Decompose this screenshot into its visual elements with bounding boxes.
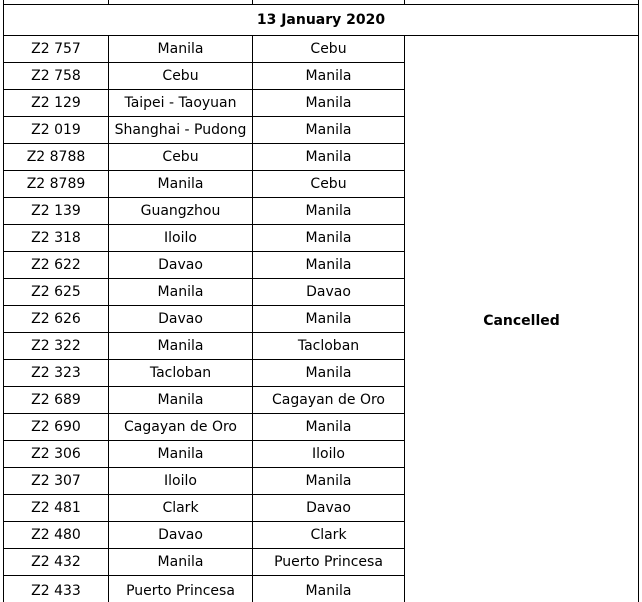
origin-cell: Davao [109, 252, 253, 279]
destination-cell: Cagayan de Oro [253, 387, 405, 414]
origin-cell: Shanghai - Pudong [109, 117, 253, 144]
flight-number-cell: Z2 8788 [4, 144, 109, 171]
origin-cell: Iloilo [109, 225, 253, 252]
origin-cell: Cagayan de Oro [109, 414, 253, 441]
flight-number-cell: Z2 323 [4, 360, 109, 387]
flight-number-cell: Z2 318 [4, 225, 109, 252]
origin-cell: Manila [109, 441, 253, 468]
flight-number-cell: Z2 626 [4, 306, 109, 333]
destination-cell: Iloilo [253, 441, 405, 468]
origin-cell: Manila [109, 171, 253, 198]
destination-cell: Manila [253, 252, 405, 279]
origin-cell: Manila [109, 333, 253, 360]
flight-number-cell: Z2 433 [4, 576, 109, 602]
destination-cell: Manila [253, 117, 405, 144]
flight-number-cell: Z2 481 [4, 495, 109, 522]
origin-cell: Manila [109, 36, 253, 63]
origin-cell: Guangzhou [109, 198, 253, 225]
destination-cell: Cebu [253, 171, 405, 198]
date-header: 13 January 2020 [4, 5, 639, 36]
destination-cell: Manila [253, 360, 405, 387]
destination-cell: Puerto Princesa [253, 549, 405, 576]
destination-cell: Manila [253, 306, 405, 333]
destination-cell: Cebu [253, 36, 405, 63]
origin-cell: Puerto Princesa [109, 576, 253, 602]
flight-number-cell: Z2 8789 [4, 171, 109, 198]
destination-cell: Tacloban [253, 333, 405, 360]
table-row [4, 36, 639, 63]
status-cell: Cancelled [405, 36, 639, 602]
origin-cell: Taipei - Taoyuan [109, 90, 253, 117]
destination-cell: Manila [253, 468, 405, 495]
origin-cell: Iloilo [109, 468, 253, 495]
destination-cell: Manila [253, 225, 405, 252]
destination-cell: Manila [253, 90, 405, 117]
flight-number-cell: Z2 480 [4, 522, 109, 549]
destination-cell: Manila [253, 144, 405, 171]
flight-number-cell: Z2 307 [4, 468, 109, 495]
destination-cell: Manila [253, 414, 405, 441]
origin-cell: Davao [109, 522, 253, 549]
flight-number-cell: Z2 432 [4, 549, 109, 576]
origin-cell: Manila [109, 549, 253, 576]
origin-cell: Cebu [109, 63, 253, 90]
destination-cell: Davao [253, 279, 405, 306]
origin-cell: Manila [109, 279, 253, 306]
flight-cancellation-table [3, 0, 639, 602]
origin-cell: Manila [109, 387, 253, 414]
destination-cell: Manila [253, 63, 405, 90]
destination-cell: Clark [253, 522, 405, 549]
flight-number-cell: Z2 019 [4, 117, 109, 144]
date-header-row [4, 5, 639, 36]
origin-cell: Davao [109, 306, 253, 333]
destination-cell: Manila [253, 576, 405, 602]
origin-cell: Cebu [109, 144, 253, 171]
flight-number-cell: Z2 757 [4, 36, 109, 63]
flight-number-cell: Z2 758 [4, 63, 109, 90]
origin-cell: Clark [109, 495, 253, 522]
flight-number-cell: Z2 139 [4, 198, 109, 225]
flight-number-cell: Z2 129 [4, 90, 109, 117]
origin-cell: Tacloban [109, 360, 253, 387]
flight-number-cell: Z2 625 [4, 279, 109, 306]
destination-cell: Davao [253, 495, 405, 522]
flight-number-cell: Z2 306 [4, 441, 109, 468]
flight-number-cell: Z2 622 [4, 252, 109, 279]
flight-number-cell: Z2 322 [4, 333, 109, 360]
flight-table-body [4, 0, 639, 602]
flight-number-cell: Z2 690 [4, 414, 109, 441]
flight-number-cell: Z2 689 [4, 387, 109, 414]
destination-cell: Manila [253, 198, 405, 225]
